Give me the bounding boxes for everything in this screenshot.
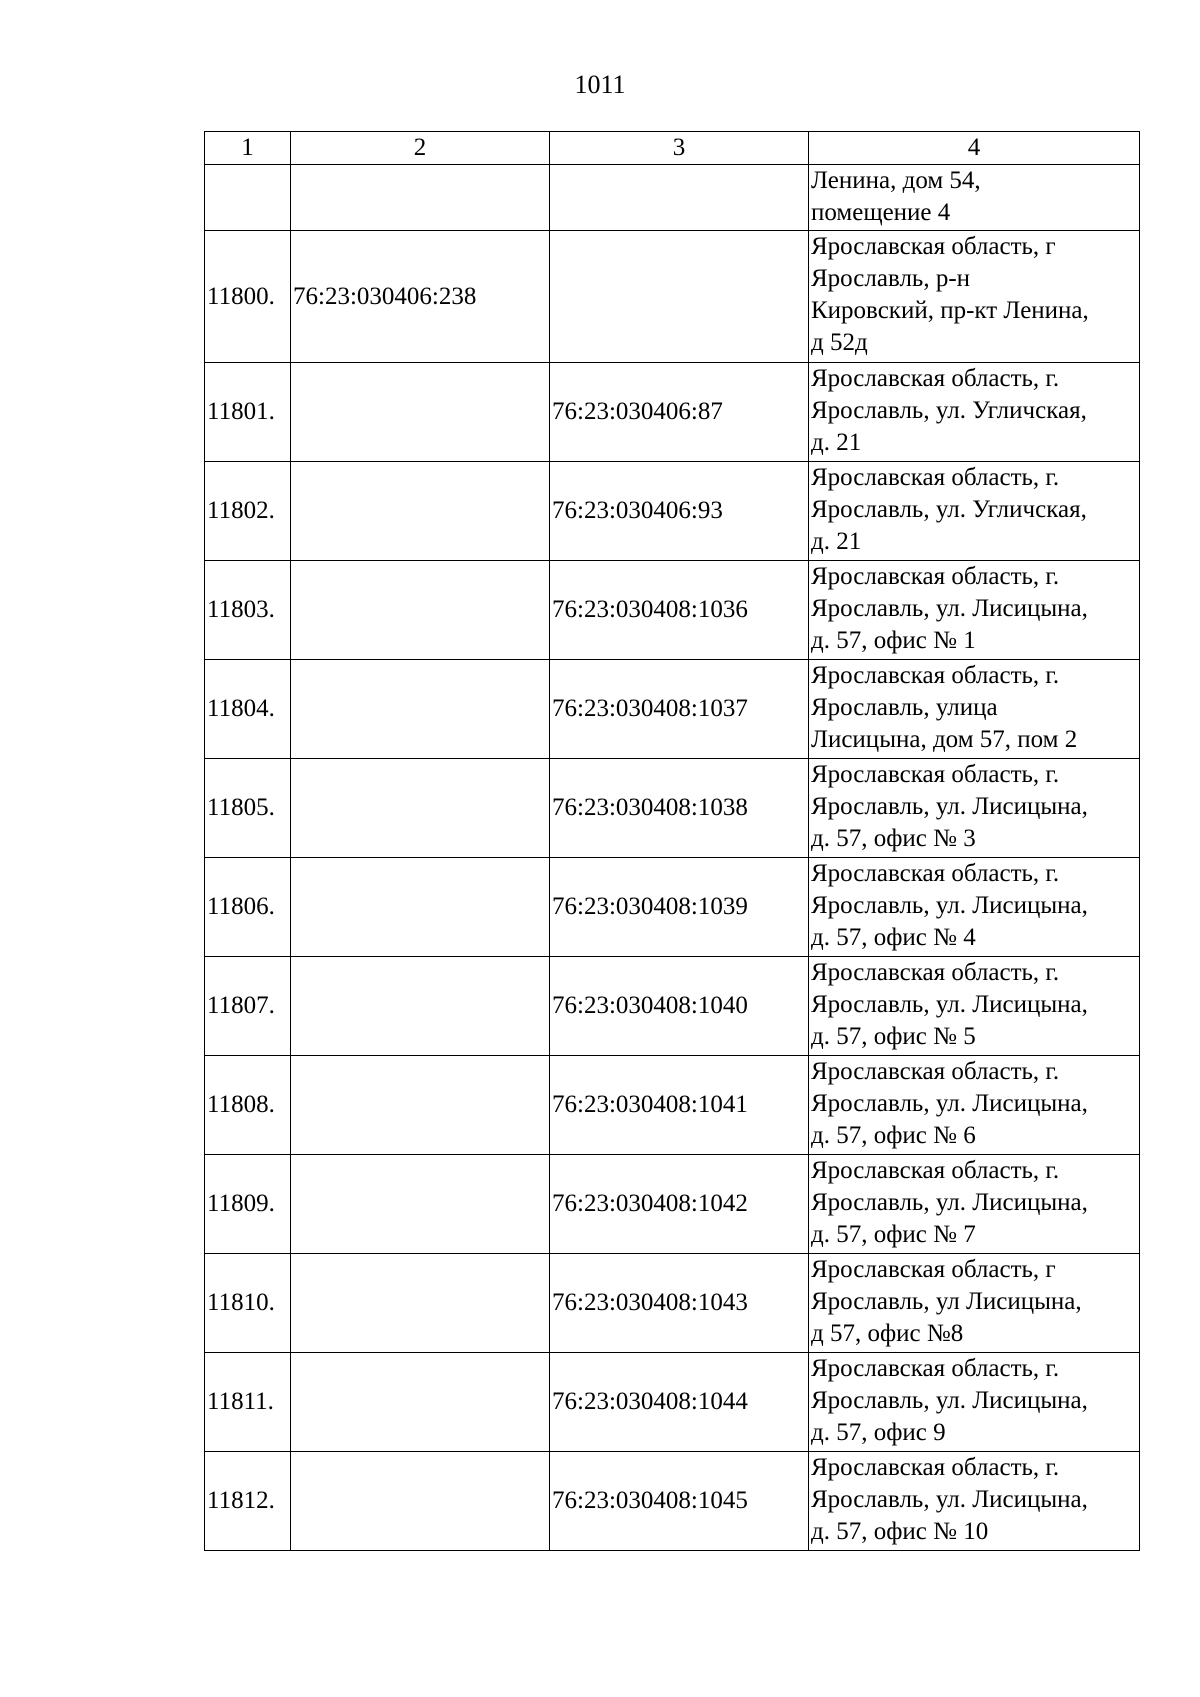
row-col2 (291, 363, 550, 462)
row-col3: 76:23:030408:1042 (550, 1155, 809, 1254)
table-row (205, 165, 1140, 231)
row-address: Ярославская область, г Ярославль, р-н Кировский, пр-кт Ленина, д 52д (809, 231, 1140, 363)
row-address: Ярославская область, г. Ярославль, ул. Лисицына, д. 57, офис № 1 (809, 561, 1140, 660)
row-number: 11812. (205, 1452, 291, 1551)
row-col3: 76:23:030408:1040 (550, 957, 809, 1056)
table-row (205, 957, 1140, 1056)
row-address: Ярославская область, г. Ярославль, ул. Лисицына, д. 57, офис № 7 (809, 1155, 1140, 1254)
header-row (205, 132, 1140, 165)
row-col3 (550, 165, 809, 231)
row-col3: 76:23:030408:1044 (550, 1353, 809, 1452)
row-col3: 76:23:030408:1038 (550, 759, 809, 858)
row-col2 (291, 462, 550, 561)
page-number: 1011 (574, 70, 626, 99)
row-number: 11804. (205, 660, 291, 759)
row-number: 11801. (205, 363, 291, 462)
row-col2 (291, 858, 550, 957)
header-col-2: 2 (291, 132, 550, 165)
row-col2 (291, 1056, 550, 1155)
table-row (205, 858, 1140, 957)
row-col3: 76:23:030406:93 (550, 462, 809, 561)
row-address: Ярославская область, г. Ярославль, улица Лисицына, дом 57, пом 2 (809, 660, 1140, 759)
row-col3: 76:23:030408:1045 (550, 1452, 809, 1551)
row-number: 11806. (205, 858, 291, 957)
row-number: 11808. (205, 1056, 291, 1155)
row-address: Ярославская область, г. Ярославль, ул. Лисицына, д. 57, офис № 3 (809, 759, 1140, 858)
row-col3: 76:23:030408:1037 (550, 660, 809, 759)
row-col2 (291, 165, 550, 231)
row-address: Ярославская область, г. Ярославль, ул. Лисицына, д. 57, офис № 10 (809, 1452, 1140, 1551)
row-col2: 76:23:030406:238 (291, 231, 550, 363)
row-col2 (291, 1155, 550, 1254)
row-address: Ярославская область, г. Ярославль, ул. Лисицына, д. 57, офис № 6 (809, 1056, 1140, 1155)
row-number: 11802. (205, 462, 291, 561)
table-row (205, 1254, 1140, 1353)
row-col3: 76:23:030408:1039 (550, 858, 809, 957)
row-number: 11805. (205, 759, 291, 858)
row-col3: 76:23:030408:1041 (550, 1056, 809, 1155)
row-number: 11811. (205, 1353, 291, 1452)
table-row (205, 1452, 1140, 1551)
row-col2 (291, 957, 550, 1056)
row-col3: 76:23:030406:87 (550, 363, 809, 462)
row-number: 11803. (205, 561, 291, 660)
row-number (205, 165, 291, 231)
row-col2 (291, 561, 550, 660)
row-col2 (291, 1452, 550, 1551)
row-address: Ярославская область, г. Ярославль, ул. Лисицына, д. 57, офис 9 (809, 1353, 1140, 1452)
row-address: Ярославская область, г Ярославль, ул Лисицына, д 57, офис №8 (809, 1254, 1140, 1353)
row-col2 (291, 1254, 550, 1353)
row-number: 11807. (205, 957, 291, 1056)
row-col2 (291, 1353, 550, 1452)
row-address: Ярославская область, г. Ярославль, ул. Лисицына, д. 57, офис № 5 (809, 957, 1140, 1056)
table-row (205, 231, 1140, 363)
table-row (205, 1155, 1140, 1254)
row-address: Ленина, дом 54, помещение 4 (809, 165, 1140, 231)
header-col-3: 3 (550, 132, 809, 165)
row-address: Ярославская область, г. Ярославль, ул. Угличская, д. 21 (809, 462, 1140, 561)
header-col-4: 4 (809, 132, 1140, 165)
row-col2 (291, 660, 550, 759)
row-col3: 76:23:030408:1036 (550, 561, 809, 660)
row-number: 11800. (205, 231, 291, 363)
table-row (205, 759, 1140, 858)
row-address: Ярославская область, г. Ярославль, ул. Лисицына, д. 57, офис № 4 (809, 858, 1140, 957)
table-row (205, 363, 1140, 462)
row-col2 (291, 759, 550, 858)
table-row (205, 1056, 1140, 1155)
table-row (205, 462, 1140, 561)
row-address: Ярославская область, г. Ярославль, ул. Угличская, д. 21 (809, 363, 1140, 462)
row-col3 (550, 231, 809, 363)
row-number: 11809. (205, 1155, 291, 1254)
registry-table (204, 131, 1140, 1551)
row-col3: 76:23:030408:1043 (550, 1254, 809, 1353)
row-number: 11810. (205, 1254, 291, 1353)
header-col-1: 1 (205, 132, 291, 165)
table-row (205, 1353, 1140, 1452)
table-row (205, 561, 1140, 660)
table-row (205, 660, 1140, 759)
